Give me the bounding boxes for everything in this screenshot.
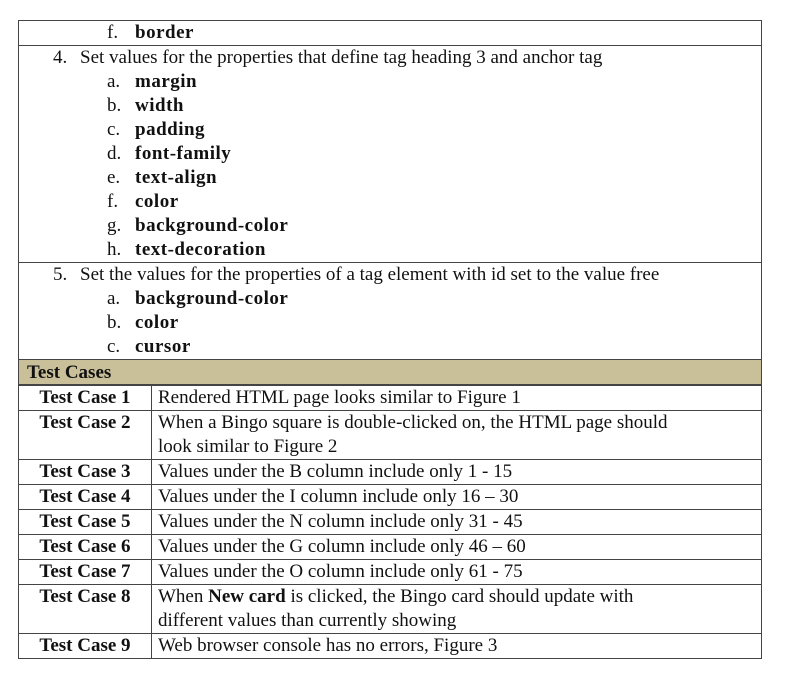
table-row <box>19 386 762 411</box>
description-text: is clicked, the Bingo card should update with <box>285 586 634 607</box>
property-name: text-decoration <box>135 239 266 260</box>
table-row <box>19 634 762 659</box>
test-case-label: Test Case 2 <box>19 411 152 460</box>
subitem-marker: b. <box>107 312 122 333</box>
subitem-border <box>19 21 761 45</box>
test-case-label: Test Case 6 <box>19 535 152 560</box>
table-row <box>19 535 762 560</box>
requirement-item-5-text <box>19 263 761 287</box>
property-name: cursor <box>135 336 191 357</box>
test-case-label: Test Case 7 <box>19 560 152 585</box>
test-case-label: Test Case 5 <box>19 510 152 535</box>
subitem-marker: e. <box>107 167 121 188</box>
subitem-background-color <box>19 214 761 238</box>
test-cases-table <box>18 385 762 659</box>
test-case-description: Values under the O column include only 61 - 75 <box>152 560 762 585</box>
subitem-marker: f. <box>107 191 119 212</box>
property-name: font-family <box>135 143 232 164</box>
subitem-marker: c. <box>107 119 121 140</box>
property-name: background-color <box>135 288 289 309</box>
description-line: different values than currently showing <box>158 610 457 631</box>
property-name: color <box>135 191 179 212</box>
property-name: background-color <box>135 215 289 236</box>
table-row <box>19 510 762 535</box>
subitem-margin <box>19 70 761 94</box>
item-number: 4. <box>53 47 68 68</box>
subitem-text-align <box>19 166 761 190</box>
item-text: Set the values for the properties of a tag element with id set to the value free <box>80 264 660 285</box>
subitem-cursor <box>19 335 761 359</box>
item-text: Set values for the properties that define tag heading 3 and anchor tag <box>80 47 603 68</box>
test-case-label: Test Case 9 <box>19 634 152 659</box>
property-name: border <box>135 22 194 43</box>
subitem-marker: d. <box>107 143 122 164</box>
requirement-item-4-text <box>19 46 761 70</box>
subitem-width <box>19 94 761 118</box>
test-case-description: Values under the N column include only 31 - 45 <box>152 510 762 535</box>
table-row <box>19 485 762 510</box>
subitem-marker: b. <box>107 95 122 116</box>
subitem-padding <box>19 118 761 142</box>
assignment-document <box>18 20 762 659</box>
test-case-description: Values under the I column include only 16 – 30 <box>152 485 762 510</box>
subitem-marker: f. <box>107 22 119 43</box>
property-name: text-align <box>135 167 218 188</box>
subitem-background-color <box>19 287 761 311</box>
table-row <box>19 411 762 460</box>
test-case-description <box>152 411 762 460</box>
test-case-label: Test Case 8 <box>19 585 152 634</box>
new-card-term: New card <box>208 586 286 607</box>
subitem-color <box>19 311 761 335</box>
test-case-description <box>152 585 762 634</box>
table-row <box>19 560 762 585</box>
subitem-text-decoration <box>19 238 761 262</box>
subitem-font-family <box>19 142 761 166</box>
property-name: padding <box>135 119 206 140</box>
table-row <box>19 460 762 485</box>
subitem-marker: g. <box>107 215 122 236</box>
test-case-label: Test Case 1 <box>19 386 152 411</box>
description-line <box>158 585 757 609</box>
property-name: margin <box>135 71 198 92</box>
subitem-marker: a. <box>107 71 121 92</box>
subitem-marker: h. <box>107 239 122 260</box>
subitem-marker: c. <box>107 336 121 357</box>
description-text: When <box>158 586 209 607</box>
subitem-color <box>19 190 761 214</box>
test-case-description: Values under the B column include only 1 - 15 <box>152 460 762 485</box>
test-case-description: Values under the G column include only 46 – 60 <box>152 535 762 560</box>
requirement-item-3-continued <box>18 20 762 46</box>
description-line: When a Bingo square is double-clicked on, the HTML page should <box>158 412 668 433</box>
property-name: color <box>135 312 179 333</box>
test-case-description: Rendered HTML page looks similar to Figure 1 <box>152 386 762 411</box>
test-case-description: Web browser console has no errors, Figure 3 <box>152 634 762 659</box>
description-line: look similar to Figure 2 <box>158 436 338 457</box>
test-case-label: Test Case 4 <box>19 485 152 510</box>
item-number: 5. <box>53 264 68 285</box>
property-name: width <box>135 95 184 116</box>
requirement-item-4 <box>18 46 762 263</box>
requirement-item-5 <box>18 263 762 360</box>
subitem-marker: a. <box>107 288 121 309</box>
test-cases-heading: Test Cases <box>18 360 762 385</box>
table-row <box>19 585 762 634</box>
test-case-label: Test Case 3 <box>19 460 152 485</box>
